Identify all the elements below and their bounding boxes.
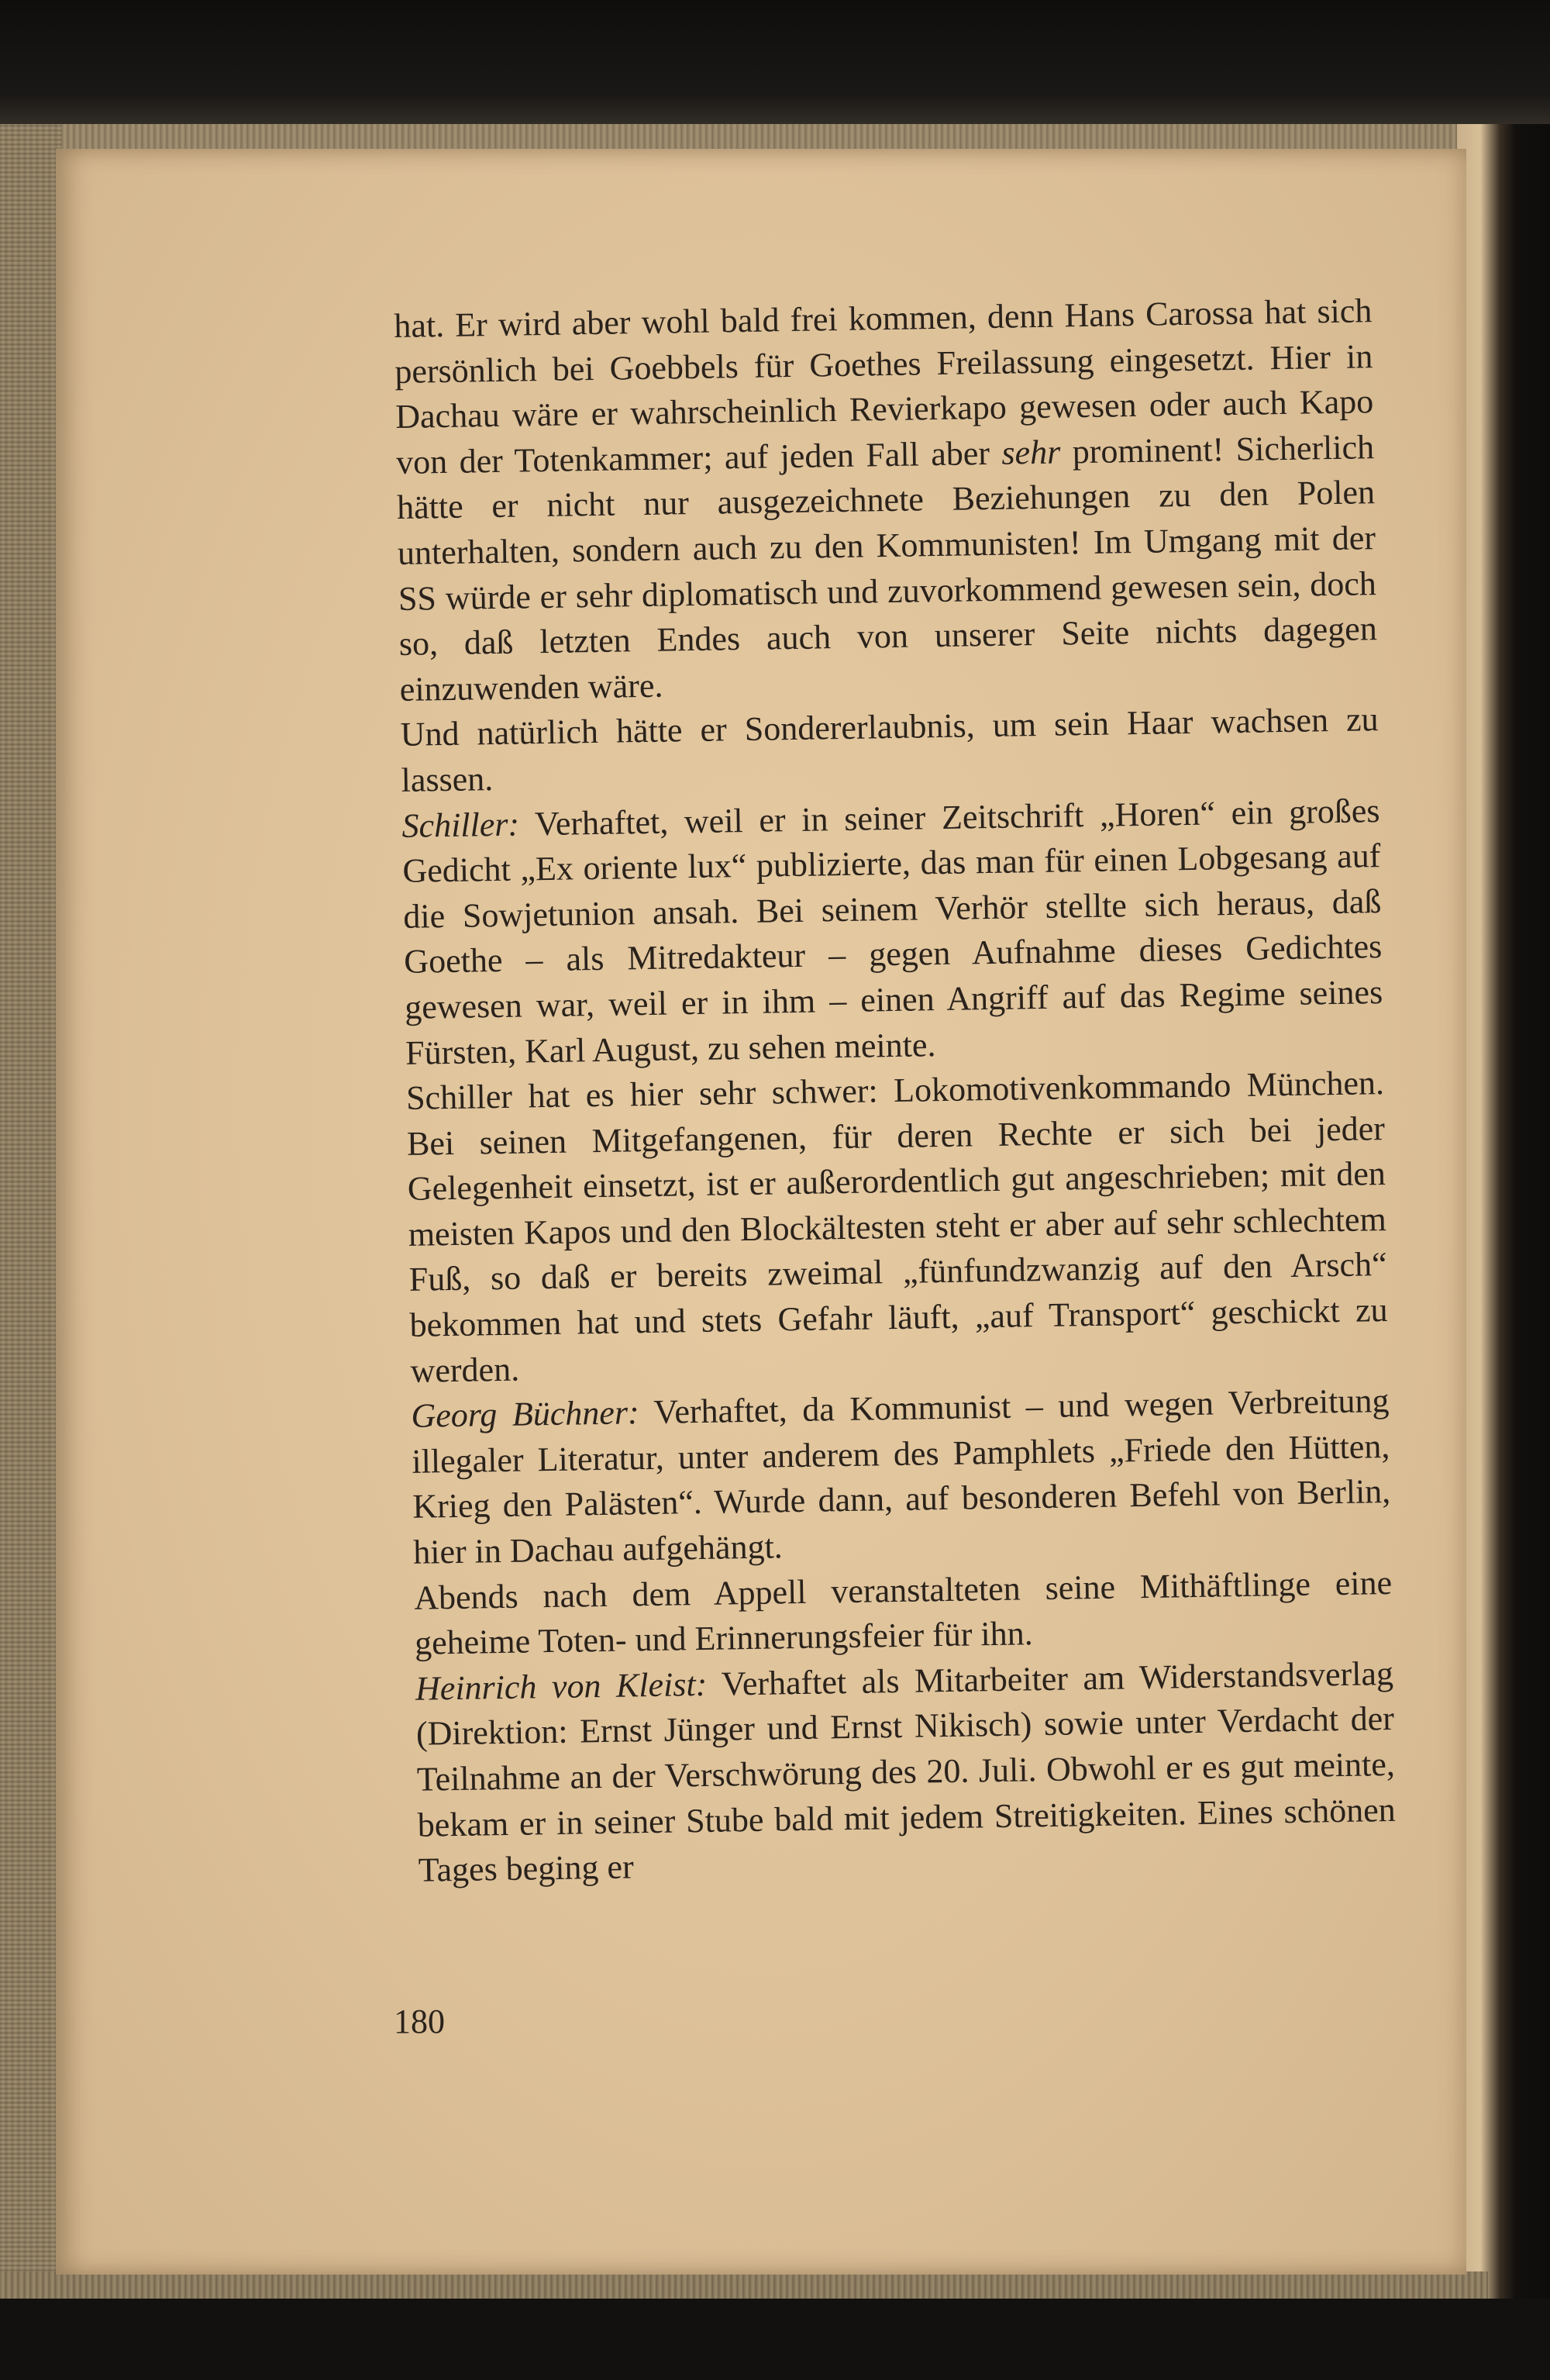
paragraph-schiller — [401, 788, 1383, 1076]
book-cover-cloth-top — [0, 124, 1488, 150]
page-number: 180 — [394, 2002, 445, 2040]
page-edge-right — [1457, 124, 1550, 2302]
paragraph-kleist-text: Verhaftet als Mitarbeiter am Widerstandsverlag (Direktion: Ernst Jünger und Ernst Nikisch) sowie unter Verdacht der Teilnahme an der Verschwörung des 20. Juli. Obwohl er es gut meinte, bekam er in seiner Stube bald mit jedem Streitigkeiten. Eines schönen Tages beging er — [415, 1654, 1397, 1889]
background-dark-top — [0, 0, 1550, 136]
paragraph-2 — [400, 697, 1380, 803]
paragraph-schiller-2-text: Schiller hat es hier sehr schwer: Lokomotivenkommando München. Bei seinen Mitgefangenen, für deren Rechte er sich bei jeder Gelegenheit einsetzt, ist er außerordentlich gut angeschrieben; mit den meisten Kapos und den Blockältesten steht er aber auf sehr schlechtem Fuß, so daß er bereits zweimal „fünfundzwanzig auf den Arsch“ bekommen hat und stets Gefahr läuft, „auf Transport“ geschickt zu werden. — [405, 1064, 1388, 1390]
paragraph-buechner-2-text: Abends nach dem Appell veranstalteten seine Mithäftlinge eine geheime Toten- und Erinnerungsfeier für ihn. — [413, 1563, 1393, 1663]
paragraph-buechner-text: Verhaftet, da Kommunist – und wegen Verbreitung illegaler Literatur, unter anderem des Pamphlets „Friede den Hütten, Krieg den Palästen“. Wurde dann, auf besonderen Befehl von Berlin, hier in Dachau aufgehängt. — [412, 1381, 1391, 1571]
paragraph-kleist — [415, 1651, 1397, 1894]
paragraph-1-text: hat. Er wird aber wohl bald frei kommen, denn Hans Carossa hat sich persönlich bei Goebbels für Goethes Freilassung eingesetzt. Hier in Dachau wäre er wahrscheinlich Revierkapo gewesen oder auch Kapo von der Totenkammer; auf jeden Fall aber — [394, 291, 1374, 481]
paragraph-1 — [394, 288, 1378, 712]
paragraph-buechner-2 — [414, 1561, 1393, 1667]
background-dark-bottom — [0, 2299, 1550, 2380]
paragraph-schiller-text: Verhaftet, weil er in seiner Zeitschrift „Horen“ ein großes Gedicht „Ex oriente lux“ publizierte, das man für einen Lobgesang auf die Sowjetunion ansah. Bei seinem Verhör stellte sich heraus, daß Goethe – als Mitredakteur – gegen Aufnahme dieses Gedichtes gewesen war, weil er in ihm – einen Angriff auf das Regime seines Fürsten, Karl August, zu sehen meinte. — [402, 791, 1383, 1072]
paragraph-buechner — [411, 1378, 1392, 1575]
page-body-text — [394, 288, 1397, 1893]
name-buechner: Georg Büchner: — [411, 1393, 640, 1436]
book-cover-cloth-bottom — [0, 2271, 1488, 2302]
paragraph-2-text: Und natürlich hätte er Sondererlaubnis, um sein Haar wachsen zu lassen. — [400, 700, 1379, 799]
emphasis-sehr: sehr — [1001, 433, 1061, 472]
paragraph-schiller-2 — [406, 1061, 1389, 1394]
name-kleist: Heinrich von Kleist: — [415, 1664, 708, 1708]
paragraph-1-rest: prominent! Sicherlich hätte er nicht nur ausgezeichnete Beziehungen zu den Polen unterhalten, sondern auch zu den Kommunisten! Im Umgang mit der SS würde er sehr diplomatisch und zuvorkommend gewesen sein, doch so, daß letzten Endes auch von unserer Seite nichts dagegen einzuwenden wäre. — [396, 427, 1378, 709]
name-schiller: Schiller: — [401, 805, 520, 845]
book-cover-cloth-left — [0, 124, 62, 2302]
